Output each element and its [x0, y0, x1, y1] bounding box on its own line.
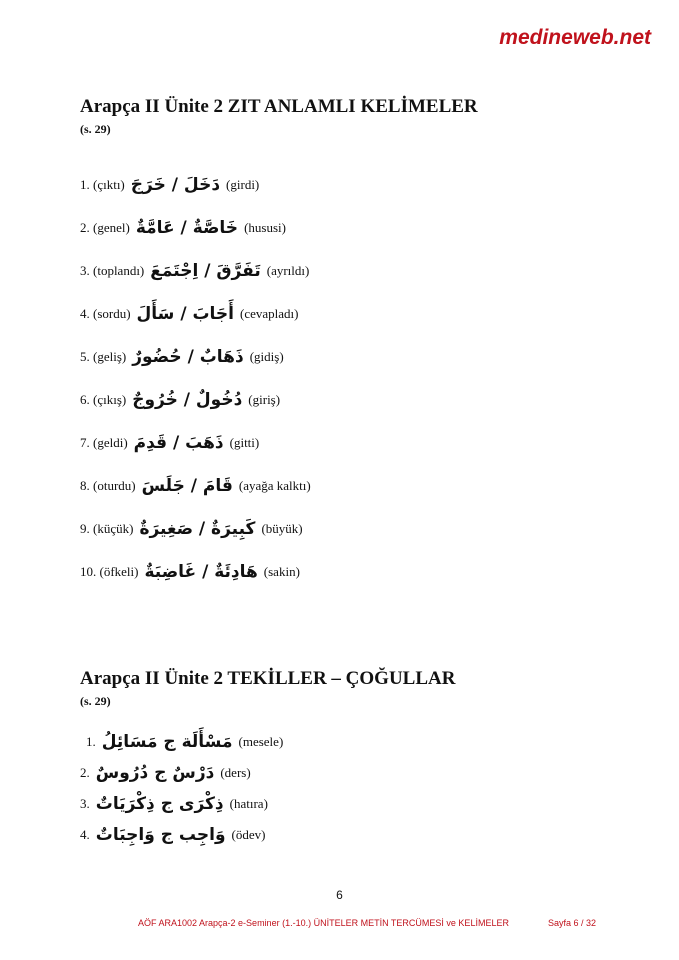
- item-meaning-right: (ödev): [231, 827, 266, 842]
- item-number: 2.: [80, 220, 90, 235]
- item-meaning-right: (hususi): [244, 220, 286, 235]
- site-watermark: medineweb.net: [499, 26, 651, 49]
- list-item: [80, 387, 280, 413]
- item-meaning-right: (gidiş): [249, 349, 284, 364]
- page-reference: (s. 29): [80, 694, 111, 708]
- item-meaning-right: (ders): [220, 765, 251, 780]
- list-item: [80, 215, 286, 241]
- item-number: 9.: [80, 521, 90, 536]
- list-item: [80, 516, 303, 542]
- list-item: [80, 822, 265, 848]
- item-meaning-right: (ayağa kalktı): [238, 478, 311, 493]
- arabic-pair: تَفَرَّقَ / اِجْتَمَعَ: [150, 261, 261, 281]
- item-meaning-right: (hatıra): [229, 796, 268, 811]
- arabic-pair: دَخَلَ / خَرَجَ: [130, 175, 221, 195]
- item-number: 1.: [86, 734, 96, 749]
- footer-course-title: AÖF ARA1002 Arapça-2 e-Seminer (1.-10.) ÜNİTELER METİN TERCÜMESİ ve KELİMELER: [138, 918, 509, 928]
- item-meaning-left: (oturdu): [93, 478, 136, 493]
- arabic-pair: ذَهَابٌ / حُضُورٌ: [132, 347, 244, 367]
- arabic-pair: دَرْسٌ ج دُرُوسٌ: [95, 763, 215, 783]
- list-item: [80, 791, 268, 817]
- arabic-pair: ذِكْرَى ج ذِكْرَيَاتٌ: [95, 794, 224, 814]
- item-meaning-right: (büyük): [261, 521, 303, 536]
- item-meaning-left: (genel): [93, 220, 130, 235]
- section-title: Arapça II Ünite 2 TEKİLLER – ÇOĞULLAR: [80, 668, 456, 689]
- item-number: 3.: [80, 263, 90, 278]
- item-meaning-left: (sordu): [93, 306, 131, 321]
- arabic-pair: أَجَابَ / سَأَلَ: [136, 304, 234, 324]
- item-meaning-left: (geliş): [93, 349, 127, 364]
- item-meaning-left: (çıkış): [93, 392, 127, 407]
- item-meaning-left: (geldi): [93, 435, 128, 450]
- item-meaning-right: (ayrıldı): [266, 263, 310, 278]
- item-number: 6.: [80, 392, 90, 407]
- page-reference: (s. 29): [80, 122, 111, 136]
- arabic-pair: مَسْأَلَة ج مَسَائِلُ: [101, 732, 233, 752]
- arabic-pair: قَامَ / جَلَسَ: [141, 476, 233, 496]
- list-item: [80, 344, 284, 370]
- list-item: [80, 760, 251, 786]
- item-meaning-right: (sakin): [263, 564, 300, 579]
- item-meaning-left: (küçük): [93, 521, 134, 536]
- arabic-pair: دُخُولٌ / خُرُوجٌ: [132, 390, 243, 410]
- item-number: 8.: [80, 478, 90, 493]
- item-number: 2.: [80, 765, 90, 780]
- arabic-pair: ذَهَبَ / قَدِمَ: [133, 433, 224, 453]
- arabic-pair: كَبِيرَةٌ / صَغِيرَةٌ: [139, 519, 256, 539]
- section-antonyms: [80, 96, 620, 136]
- item-number: 5.: [80, 349, 90, 364]
- item-number: 4.: [80, 827, 90, 842]
- item-number: 4.: [80, 306, 90, 321]
- item-number: 7.: [80, 435, 90, 450]
- list-item: [80, 430, 259, 456]
- item-meaning-left: (öfkeli): [99, 564, 139, 579]
- item-meaning-right: (cevapladı): [240, 306, 299, 321]
- item-number: 1.: [80, 177, 90, 192]
- list-item: [80, 172, 259, 198]
- section-title: Arapça II Ünite 2 ZIT ANLAMLI KELİMELER: [80, 96, 478, 117]
- item-meaning-left: (çıktı): [93, 177, 125, 192]
- footer-page-count: Sayfa 6 / 32: [548, 918, 597, 928]
- item-meaning-right: (giriş): [248, 392, 281, 407]
- item-meaning-right: (mesele): [238, 734, 284, 749]
- list-item: [80, 473, 311, 499]
- arabic-pair: هَادِئَةٌ / غَاضِبَةٌ: [144, 562, 258, 582]
- item-meaning-right: (girdi): [226, 177, 260, 192]
- item-number: 10.: [80, 564, 97, 579]
- list-item: [80, 301, 298, 327]
- arabic-pair: خَاصَّةٌ / عَامَّةٌ: [135, 218, 239, 238]
- arabic-pair: وَاجِب ج وَاجِبَاتٌ: [95, 825, 226, 845]
- page-number: 6: [336, 888, 343, 902]
- item-meaning-right: (gitti): [229, 435, 260, 450]
- item-number: 3.: [80, 796, 90, 811]
- section-singular-plural: [80, 668, 620, 708]
- list-item: [80, 258, 309, 284]
- item-meaning-left: (toplandı): [93, 263, 145, 278]
- list-item: [80, 559, 300, 585]
- list-item: [86, 729, 283, 755]
